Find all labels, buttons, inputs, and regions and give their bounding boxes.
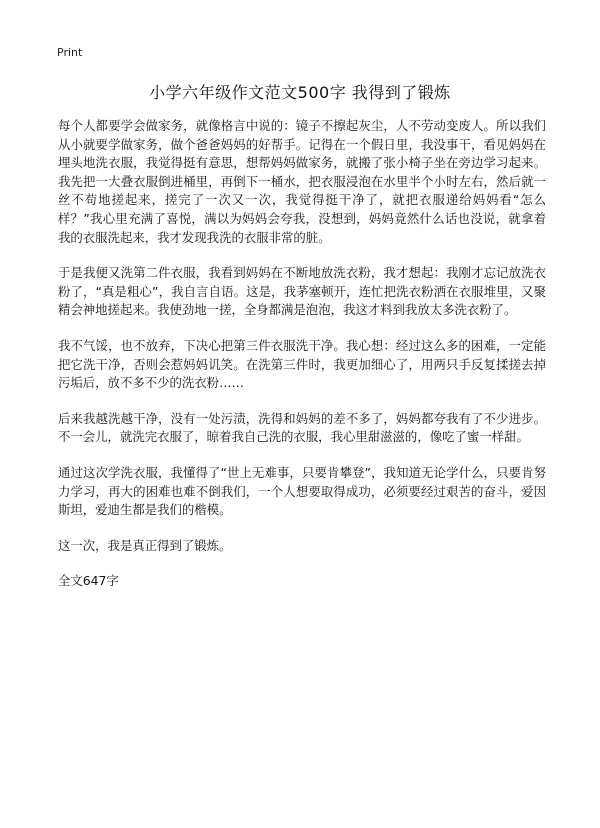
paragraph: 于是我便又洗第二件衣服，我看到妈妈在不断地放洗衣粉，我才想起：我刚才忘记放洗衣粉了，“真是粗心”，我自言自语。这是，我茅塞顿开，连忙把洗衣粉洒在衣服堆里，又聚精会神地搓起来。我使劲地一搓，全身都满是泡泡，我这才料到我放太多洗衣粉了。	[58, 265, 546, 318]
paragraph: 这一次，我是真正得到了锻炼。	[58, 537, 232, 553]
paragraph: 后来我越洗越干净，没有一处污渍，洗得和妈妈的差不多了，妈妈都夸我有了不少进步。不一会儿，就洗完衣服了，晾着我自己洗的衣服，我心里甜滋滋的，像吃了蜜一样甜。	[58, 410, 546, 445]
paragraph: 每个人都要学会做家务，就像格言中说的：镜子不擦起灰尘，人不劳动变废人。所以我们从小就要学做家务，做个爸爸妈妈的好帮手。记得在一个假日里，我没事干，看见妈妈在埋头地洗衣服，我觉得挺有意思，想帮妈妈做家务，就搬了张小椅子坐在旁边学习起来。我先把一大叠衣服倒进桶里，再倒下一桶水，把衣服浸泡在水里半个小时左右，然后就一丝不苟地搓起来，搓完了一次又一次，我觉得挺干净了，就把衣服递给妈妈看“怎么样？”我心里充满了喜悦，满以为妈妈会夸我，没想到，妈妈竟然什么话也没说，就拿着我的衣服洗起来，我才发现我洗的衣服非常的脏。	[58, 118, 546, 245]
article-title: 小学六年级作文范文500字 我得到了锻炼	[149, 83, 451, 102]
print-link[interactable]: Print	[57, 46, 83, 59]
paragraph: 通过这次学洗衣服，我懂得了“世上无难事，只要肯攀登”，我知道无论学什么，只要肯努力学习，再大的困难也难不倒我们，一个人想要取得成功，必须要经过艰苦的奋斗，爱因斯坦，爱迪生都是我们的楷模。	[58, 464, 546, 518]
article-body	[58, 117, 546, 608]
word-count: 全文647字	[58, 573, 119, 589]
paragraph: 我不气馁，也不放弃，下决心把第三件衣服洗干净。我心想：经过这么多的困难，一定能把它洗干净，否则会惹妈妈讥笑。在洗第三件时，我更加细心了，用两只手反复揉搓去掉污垢后，放不多不少的洗衣粉……	[58, 337, 546, 391]
